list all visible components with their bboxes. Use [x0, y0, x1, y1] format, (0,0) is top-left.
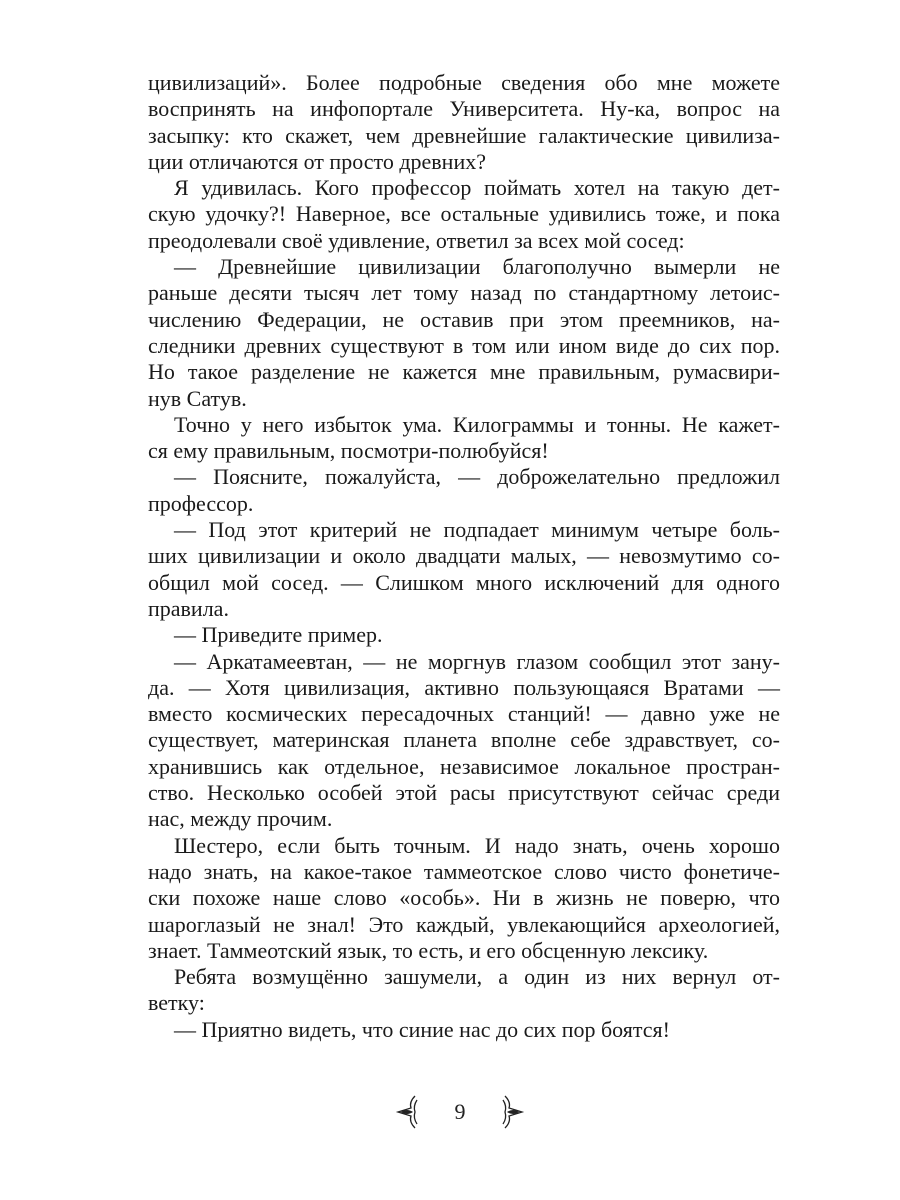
text-line: [148, 201, 780, 227]
text-line: [148, 938, 780, 964]
text-line-content: — Аркатамеевтан, — не моргнув глазом сообщил этот зану-: [174, 648, 780, 674]
text-line-content: Но такое разделение не кажется мне правильным, румасвири-: [148, 359, 780, 385]
text-line-content: правила.: [148, 595, 229, 621]
page-number: 9: [454, 1099, 466, 1124]
text-line-content: раньше десяти тысяч лет тому назад по стандартному летоис-: [148, 280, 780, 306]
text-line: [148, 806, 780, 832]
text-line: [148, 701, 780, 727]
text-line: [148, 228, 780, 254]
text-line: [148, 754, 780, 780]
text-line-content: числению Федерации, не оставив при этом преемников, на-: [148, 306, 780, 332]
text-line-content: — Приятно видеть, что синие нас до сих пор боятся!: [174, 1016, 670, 1042]
text-line-content: — Древнейшие цивилизации благополучно вымерли не: [174, 254, 780, 280]
text-line-content: воспринять на инфопортале Университета. Ну-ка, вопрос на: [148, 96, 780, 122]
text-line-content: цивилизаций». Более подробные сведения обо мне можете: [148, 70, 780, 95]
left-ornament-icon: [395, 1094, 421, 1130]
text-line-content: нув Сатув.: [148, 385, 247, 411]
text-line: [148, 333, 780, 359]
text-line-content: ся ему правильным, посмотри-полюбуйся!: [148, 438, 549, 464]
text-line-content: ветку:: [148, 990, 205, 1016]
text-line-content: ции отличаются от просто древних?: [148, 148, 486, 174]
text-line: [148, 149, 780, 175]
text-line-content: вместо космических пересадочных станций! — давно уже не: [148, 701, 780, 727]
text-line-content: хранившись как отдельное, независимое локальное простран-: [148, 753, 780, 779]
text-line: [148, 307, 780, 333]
text-line: [148, 438, 780, 464]
text-line-content: ски похоже наше слово «особь». Ни в жизнь не поверю, что: [148, 885, 780, 911]
text-line: [148, 1017, 780, 1043]
text-line: [148, 780, 780, 806]
body-text: [148, 70, 780, 1043]
text-line: [148, 649, 780, 675]
text-line-content: засыпку: кто скажет, чем древнейшие галактические цивилиза-: [148, 122, 780, 148]
text-line: [148, 964, 780, 990]
text-line: [148, 280, 780, 306]
page-footer: [395, 1092, 525, 1132]
text-line-content: преодолевали своё удивление, ответил за всех мой сосед:: [148, 227, 685, 253]
text-line: [148, 70, 780, 96]
text-line: [148, 833, 780, 859]
text-line: [148, 96, 780, 122]
text-line: [148, 570, 780, 596]
text-line: [148, 727, 780, 753]
text-line-content: знает. Таммеотский язык, то есть, и его обсценную лексику.: [148, 937, 709, 963]
text-line-content: Я удивилась. Кого профессор поймать хотел на такую дет-: [174, 175, 780, 201]
text-line-content: да. — Хотя цивилизация, активно пользующаяся Вратами —: [148, 674, 780, 700]
text-line: [148, 517, 780, 543]
text-line-content: — Поясните, пожалуйста, — доброжелательно предложил: [174, 464, 780, 490]
text-line-content: скую удочку?! Наверное, все остальные удивились тоже, и пока: [148, 201, 780, 227]
text-line-content: профессор.: [148, 490, 254, 516]
text-line: [148, 386, 780, 412]
text-line: [148, 254, 780, 280]
text-line-content: — Под этот критерий не подпадает минимум четыре боль-: [174, 517, 780, 543]
text-line-content: надо знать, на какое-такое таммеотское слово чисто фонетиче-: [148, 858, 780, 884]
text-line-content: нас, между прочим.: [148, 806, 333, 832]
text-line: [148, 175, 780, 201]
text-line-content: — Приведите пример.: [174, 622, 383, 648]
right-ornament-icon: [499, 1094, 525, 1130]
text-line-content: следники древних существуют в том или ином виде до сих пор.: [148, 332, 780, 358]
text-line: [148, 885, 780, 911]
text-line: [148, 912, 780, 938]
text-line-content: Точно у него избыток ума. Килограммы и тонны. Не кажет-: [174, 411, 780, 437]
text-line-content: общил мой сосед. — Слишком много исключений для одного: [148, 569, 780, 595]
text-line: [148, 990, 780, 1016]
text-line-content: Ребята возмущённо зашумели, а один из них вернул от-: [174, 964, 780, 990]
text-line: [148, 359, 780, 385]
text-line: [148, 622, 780, 648]
text-line-content: ших цивилизации и около двадцати малых, — невозмутимо со-: [148, 543, 780, 569]
text-line-content: существует, материнская планета вполне себе здравствует, со-: [148, 727, 780, 753]
text-line: [148, 596, 780, 622]
text-line: [148, 412, 780, 438]
text-line-content: ство. Несколько особей этой расы присутствуют сейчас среди: [148, 780, 780, 806]
text-line: [148, 123, 780, 149]
text-line: [148, 675, 780, 701]
text-line: [148, 859, 780, 885]
text-line: [148, 543, 780, 569]
text-line-content: Шестеро, если быть точным. И надо знать, очень хорошо: [174, 832, 780, 858]
text-line-content: шароглазый не знал! Это каждый, увлекающийся археологией,: [148, 911, 780, 937]
text-line: [148, 491, 780, 517]
text-line: [148, 464, 780, 490]
